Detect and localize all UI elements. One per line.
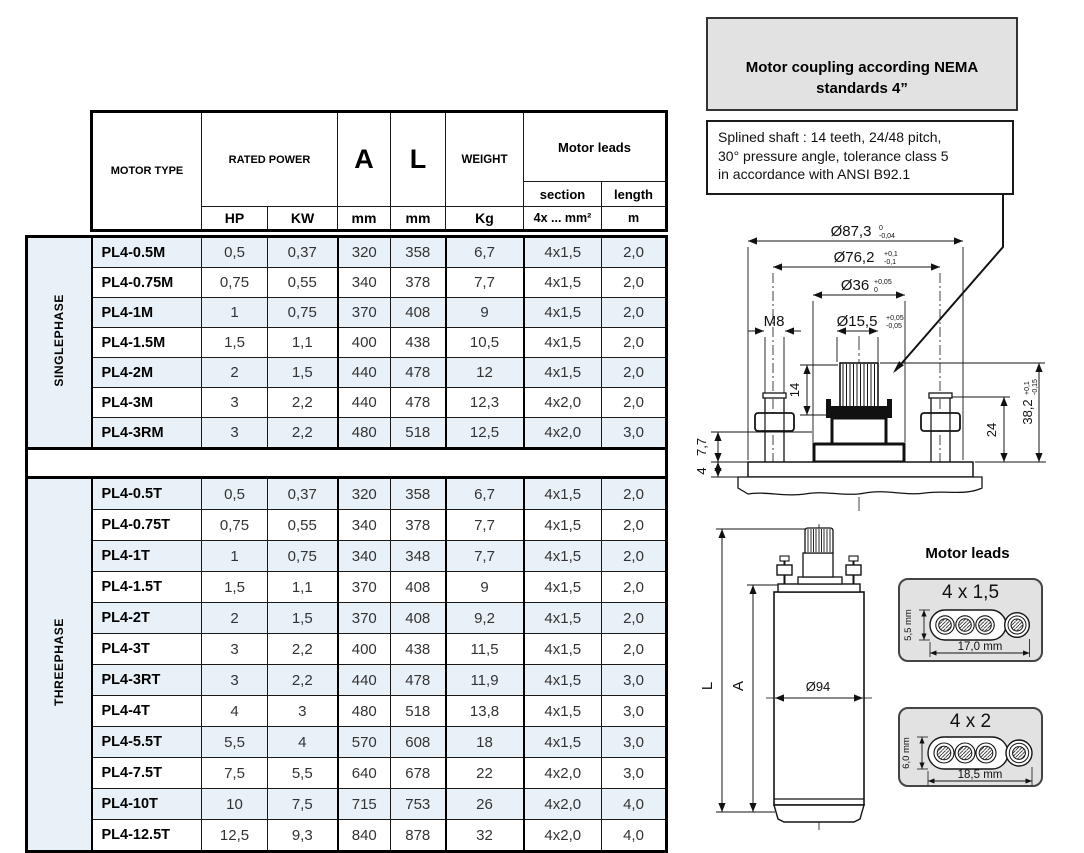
- col-header-length: length: [602, 182, 667, 207]
- data-cell: 1,1: [268, 328, 338, 358]
- spec-table-header: [90, 110, 668, 232]
- data-cell: 7,7: [446, 268, 524, 298]
- data-cell: 438: [391, 634, 446, 665]
- data-cell: 4x2,0: [524, 820, 602, 852]
- shaft-spline-hatching: [808, 529, 830, 552]
- data-cell: 400: [338, 634, 391, 665]
- data-cell: 1,1: [268, 572, 338, 603]
- table-row: [27, 696, 667, 727]
- spec-table-body: [25, 235, 668, 853]
- dim-d36-tol-lo: 0: [874, 287, 878, 294]
- data-cell: 340: [338, 268, 391, 298]
- data-cell: 678: [391, 758, 446, 789]
- data-cell: 518: [391, 418, 446, 449]
- data-cell: 0,75: [202, 510, 268, 541]
- motor-type-cell: PL4-0.5M: [92, 237, 202, 268]
- data-cell: 9,3: [268, 820, 338, 852]
- data-cell: 9,2: [446, 603, 524, 634]
- table-row: [27, 820, 667, 852]
- coupling-dimension-drawing: [690, 193, 1084, 525]
- data-cell: 4x1,5: [524, 665, 602, 696]
- dim-A: A: [730, 680, 747, 692]
- data-cell: 2: [202, 603, 268, 634]
- data-cell: 3,0: [602, 418, 667, 449]
- data-cell: 2,0: [602, 388, 667, 418]
- data-cell: 518: [391, 696, 446, 727]
- data-cell: 753: [391, 789, 446, 820]
- data-cell: 4x1,5: [524, 268, 602, 298]
- data-cell: 4,0: [602, 789, 667, 820]
- unit-kg: Kg: [446, 207, 524, 231]
- dim-d76-tol-lo: -0,1: [884, 259, 897, 266]
- data-cell: 3: [268, 696, 338, 727]
- data-cell: 2,2: [268, 665, 338, 696]
- motor-type-cell: PL4-5.5T: [92, 727, 202, 758]
- cable-section-4x15: [900, 604, 1045, 660]
- cable-width-label: 17,0 mm: [957, 641, 1003, 653]
- spline-callout-line: [895, 194, 1003, 371]
- dim-L: L: [699, 681, 716, 691]
- dim-d76: Ø76,2: [833, 249, 875, 266]
- data-cell: 378: [391, 510, 446, 541]
- data-cell: 7,5: [268, 789, 338, 820]
- data-cell: 378: [391, 268, 446, 298]
- data-cell: 3,0: [602, 727, 667, 758]
- data-cell: 4x1,5: [524, 358, 602, 388]
- coupling-base: [814, 444, 904, 462]
- motor-type-cell: PL4-4T: [92, 696, 202, 727]
- motor-type-cell: PL4-1M: [92, 298, 202, 328]
- data-cell: 2,0: [602, 328, 667, 358]
- data-cell: 5,5: [202, 727, 268, 758]
- motor-type-cell: PL4-0.75M: [92, 268, 202, 298]
- data-cell: 22: [446, 758, 524, 789]
- motor-type-cell: PL4-2T: [92, 603, 202, 634]
- unit-length: m: [602, 207, 667, 231]
- dim-d87-tol-lo: -0,04: [879, 233, 895, 240]
- nema-note-line1: Motor coupling according NEMA: [745, 58, 979, 76]
- data-cell: 1,5: [202, 328, 268, 358]
- cable-height-label: 6,0 mm: [901, 737, 912, 769]
- data-cell: 7,7: [446, 510, 524, 541]
- data-cell: 3: [202, 634, 268, 665]
- data-cell: 13,8: [446, 696, 524, 727]
- data-cell: 4x2,0: [524, 758, 602, 789]
- data-cell: 0,55: [268, 268, 338, 298]
- dim-d155-tol-hi: +0,05: [886, 315, 904, 322]
- mounting-plate: [748, 462, 973, 477]
- data-cell: 358: [391, 237, 446, 268]
- table-row: [27, 510, 667, 541]
- data-cell: 0,37: [268, 237, 338, 268]
- data-cell: 400: [338, 328, 391, 358]
- data-cell: 0,75: [202, 268, 268, 298]
- motor-right-stud: [846, 556, 861, 584]
- lead-4x2-label: 4 x 2: [949, 711, 992, 732]
- table-row: [27, 268, 667, 298]
- data-cell: 1: [202, 298, 268, 328]
- phase-label-threephase: THREEPHASE: [27, 478, 92, 852]
- data-cell: 2,0: [602, 603, 667, 634]
- data-cell: 438: [391, 328, 446, 358]
- lead-4x15-label: 4 x 1,5: [941, 582, 1000, 603]
- lead-box-4x15: [898, 578, 1043, 662]
- cable-section-4x2: [900, 733, 1045, 787]
- data-cell: 10: [202, 789, 268, 820]
- data-cell: 715: [338, 789, 391, 820]
- left-stud: [755, 393, 794, 462]
- dim-d87: Ø87,3: [830, 223, 872, 240]
- data-cell: 12: [446, 358, 524, 388]
- data-cell: 2,2: [268, 418, 338, 449]
- nema-note-line2: standards 4”: [816, 80, 908, 98]
- motor-type-cell: PL4-0.5T: [92, 478, 202, 510]
- data-cell: 4x1,5: [524, 478, 602, 510]
- col-header-weight: WEIGHT: [446, 112, 524, 207]
- data-cell: 3,0: [602, 758, 667, 789]
- data-cell: 608: [391, 727, 446, 758]
- data-cell: 12,5: [202, 820, 268, 852]
- data-cell: 4x2,0: [524, 418, 602, 449]
- spline-note-line1: Splined shaft : 14 teeth, 24/48 pitch,: [718, 129, 942, 145]
- dim-h24: 24: [984, 422, 999, 438]
- motor-type-cell: PL4-1.5T: [92, 572, 202, 603]
- data-cell: 4x2,0: [524, 388, 602, 418]
- phase-label-singlephase: SINGLEPHASE: [27, 237, 92, 449]
- data-cell: 7,5: [202, 758, 268, 789]
- data-cell: 9: [446, 298, 524, 328]
- data-cell: 570: [338, 727, 391, 758]
- col-header-a: A: [338, 112, 391, 207]
- cable-width-label: 18,5 mm: [957, 769, 1003, 781]
- table-row: [27, 328, 667, 358]
- data-cell: 480: [338, 418, 391, 449]
- splined-shaft-note: [706, 120, 1014, 195]
- data-cell: 5,5: [268, 758, 338, 789]
- data-cell: 1,5: [268, 358, 338, 388]
- table-row: [27, 418, 667, 449]
- data-cell: 4x1,5: [524, 727, 602, 758]
- data-cell: 4x1,5: [524, 298, 602, 328]
- data-cell: 18: [446, 727, 524, 758]
- data-cell: 0,75: [268, 541, 338, 572]
- data-cell: 1: [202, 541, 268, 572]
- data-cell: 11,9: [446, 665, 524, 696]
- data-cell: 478: [391, 388, 446, 418]
- data-cell: 4,0: [602, 820, 667, 852]
- data-cell: 640: [338, 758, 391, 789]
- table-row: [27, 388, 667, 418]
- unit-a-mm: mm: [338, 207, 391, 231]
- data-cell: 370: [338, 298, 391, 328]
- data-cell: 340: [338, 541, 391, 572]
- col-header-motor-type: MOTOR TYPE: [92, 112, 202, 231]
- spline-note-line3: in accordance with ANSI B92.1: [718, 166, 911, 183]
- motor-bottom-cap: [774, 805, 864, 822]
- data-cell: 4x2,0: [524, 789, 602, 820]
- table-row: [27, 572, 667, 603]
- data-cell: 2,0: [602, 478, 667, 510]
- motor-type-cell: PL4-10T: [92, 789, 202, 820]
- data-cell: 440: [338, 358, 391, 388]
- plate-break-section: [738, 477, 982, 495]
- dim-d155: Ø15,5: [836, 313, 878, 330]
- data-cell: 4x1,5: [524, 634, 602, 665]
- data-cell: 3,0: [602, 696, 667, 727]
- data-cell: 320: [338, 237, 391, 268]
- data-cell: 2,0: [602, 541, 667, 572]
- unit-kw: KW: [268, 207, 338, 231]
- data-cell: 478: [391, 665, 446, 696]
- table-row: [27, 665, 667, 696]
- data-cell: 32: [446, 820, 524, 852]
- dim-h77: 7,7: [694, 437, 709, 457]
- unit-section: 4x ... mm²: [524, 207, 602, 231]
- data-cell: 2,2: [268, 634, 338, 665]
- motor-type-cell: PL4-1T: [92, 541, 202, 572]
- data-cell: 320: [338, 478, 391, 510]
- data-cell: 4x1,5: [524, 572, 602, 603]
- motor-left-stud: [777, 556, 792, 584]
- table-row: [27, 358, 667, 388]
- col-header-motor-leads: Motor leads: [524, 112, 667, 182]
- right-stud: [921, 393, 960, 462]
- data-cell: 408: [391, 572, 446, 603]
- data-cell: 0,55: [268, 510, 338, 541]
- data-cell: 26: [446, 789, 524, 820]
- data-cell: 0,37: [268, 478, 338, 510]
- data-cell: 2,2: [268, 388, 338, 418]
- data-cell: 2: [202, 358, 268, 388]
- table-row: [27, 727, 667, 758]
- data-cell: 478: [391, 358, 446, 388]
- data-cell: 4x1,5: [524, 510, 602, 541]
- table-row: [27, 478, 667, 510]
- data-cell: 370: [338, 603, 391, 634]
- data-cell: 2,0: [602, 510, 667, 541]
- col-header-rated-power: RATED POWER: [202, 112, 338, 207]
- dim-d76-tol-hi: +0,1: [884, 251, 898, 258]
- data-cell: 408: [391, 298, 446, 328]
- data-cell: 2,0: [602, 268, 667, 298]
- data-cell: 12,5: [446, 418, 524, 449]
- data-cell: 358: [391, 478, 446, 510]
- dim-d36-tol-hi: +0,05: [874, 279, 892, 286]
- dim-d94: Ø94: [805, 679, 831, 694]
- table-row: [27, 758, 667, 789]
- data-cell: 6,7: [446, 237, 524, 268]
- data-cell: 408: [391, 603, 446, 634]
- separator-row: [27, 449, 667, 478]
- motor-type-cell: PL4-3M: [92, 388, 202, 418]
- unit-hp: HP: [202, 207, 268, 231]
- table-row: [27, 541, 667, 572]
- dim-d36: Ø36: [840, 277, 870, 294]
- data-cell: 0,75: [268, 298, 338, 328]
- motor-type-cell: PL4-0.75T: [92, 510, 202, 541]
- unit-l-mm: mm: [391, 207, 446, 231]
- dim-d155-tol-lo: -0,05: [886, 323, 902, 330]
- motor-type-cell: PL4-2M: [92, 358, 202, 388]
- dim-m8: M8: [763, 313, 785, 330]
- nema-coupling-note: [706, 17, 1018, 111]
- data-cell: 10,5: [446, 328, 524, 358]
- data-cell: 4: [202, 696, 268, 727]
- data-cell: 4x1,5: [524, 328, 602, 358]
- cable-height-label: 5,5 mm: [903, 609, 914, 641]
- data-cell: 348: [391, 541, 446, 572]
- motor-type-cell: PL4-7.5T: [92, 758, 202, 789]
- dim-h4: 4: [694, 467, 709, 475]
- dim-h382: 38,2: [1020, 399, 1035, 425]
- data-cell: 6,7: [446, 478, 524, 510]
- motor-type-cell: PL4-3RT: [92, 665, 202, 696]
- dim-h14: 14: [787, 382, 802, 398]
- data-cell: 12,3: [446, 388, 524, 418]
- data-cell: 2,0: [602, 572, 667, 603]
- shaft-neck: [803, 553, 833, 577]
- table-row: [27, 603, 667, 634]
- data-cell: 878: [391, 820, 446, 852]
- data-cell: 440: [338, 388, 391, 418]
- motor-leads-title: Motor leads: [925, 545, 1010, 562]
- motor-type-cell: PL4-3RM: [92, 418, 202, 449]
- data-cell: 370: [338, 572, 391, 603]
- data-cell: 2,0: [602, 358, 667, 388]
- motor-type-cell: PL4-12.5T: [92, 820, 202, 852]
- data-cell: 4x1,5: [524, 603, 602, 634]
- coupling-collar: [826, 406, 892, 418]
- section-separator: [27, 449, 667, 478]
- data-cell: 1,5: [268, 603, 338, 634]
- col-header-section: section: [524, 182, 602, 207]
- table-row: [27, 634, 667, 665]
- data-cell: 3: [202, 388, 268, 418]
- data-cell: 2,0: [602, 634, 667, 665]
- motor-top-plate: [778, 584, 860, 592]
- coupling-column: [832, 418, 886, 444]
- data-cell: 0,5: [202, 237, 268, 268]
- data-cell: 340: [338, 510, 391, 541]
- data-cell: 11,5: [446, 634, 524, 665]
- motor-type-cell: PL4-1.5M: [92, 328, 202, 358]
- data-cell: 7,7: [446, 541, 524, 572]
- lead-box-4x2: [898, 707, 1043, 787]
- data-cell: 4: [268, 727, 338, 758]
- data-cell: 4x1,5: [524, 541, 602, 572]
- spline-note-line2: 30° pressure angle, tolerance class 5: [718, 147, 949, 164]
- motor-outline-drawing: [690, 521, 890, 844]
- dim-d87-tol-hi: 0: [879, 225, 883, 232]
- motor-type-cell: PL4-3T: [92, 634, 202, 665]
- data-cell: 9: [446, 572, 524, 603]
- data-cell: 0,5: [202, 478, 268, 510]
- data-cell: 1,5: [202, 572, 268, 603]
- table-row: [27, 298, 667, 328]
- data-cell: 4x1,5: [524, 237, 602, 268]
- shaft-flange: [798, 577, 842, 584]
- data-cell: 3,0: [602, 665, 667, 696]
- data-cell: 2,0: [602, 298, 667, 328]
- dim-h382-tol-hi: +0,1: [1024, 381, 1031, 395]
- data-cell: 840: [338, 820, 391, 852]
- data-cell: 480: [338, 696, 391, 727]
- dim-h382-tol-lo: -0,15: [1032, 379, 1039, 395]
- data-cell: 3: [202, 665, 268, 696]
- col-header-l: L: [391, 112, 446, 207]
- data-cell: 4x1,5: [524, 696, 602, 727]
- table-row: [27, 237, 667, 268]
- data-cell: 3: [202, 418, 268, 449]
- table-row: [27, 789, 667, 820]
- data-cell: 2,0: [602, 237, 667, 268]
- data-cell: 440: [338, 665, 391, 696]
